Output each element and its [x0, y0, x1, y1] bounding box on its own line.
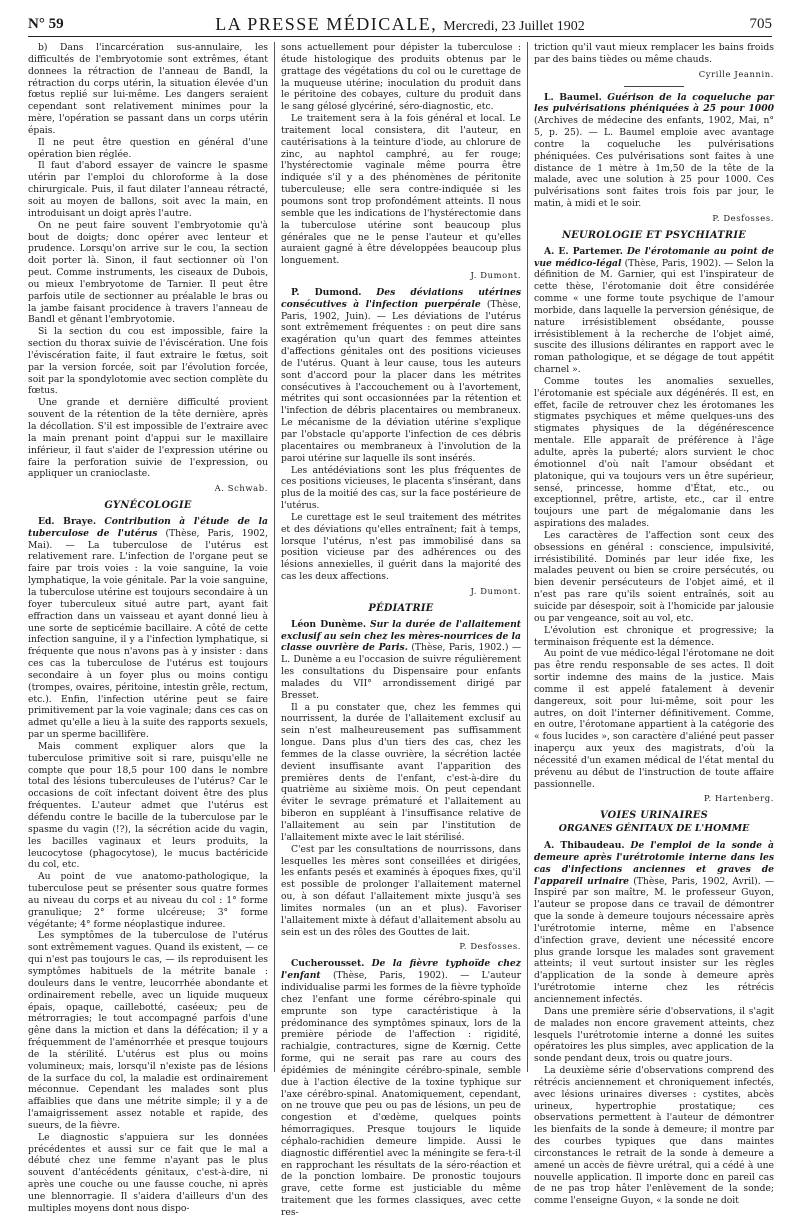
column-rule [527, 42, 528, 1072]
article-title: De l'emploi de la sonde à demeure après l'urétrotomie interne dans les cas d'infections anciennes et graves de l'appareil urinaire [534, 840, 775, 887]
article-title: Des déviations utérines consécutives à l'infection puerpérale [281, 286, 521, 310]
section-heading: PÉDIATRIE [368, 602, 434, 614]
article-text: (Archives de médecine des enfants, 1902, Mai, n° 5, p. 25). — L. Baumel emploie avec avantage contre la coqueluche les pulvérisations phéniquées. Ces pulvérisations sont faites à une distance de 1 mètre à 1m,50 de la tête de la malade, avec une solution à 25 pour 1000. Ces pulvérisations sont faites trois fois par jour, le matin, à midi et le soir. [534, 115, 774, 210]
paragraph: Le diagnostic s'appuiera sur les données précédentes et aussi sur ce fait que le mal a débuté chez une femme n'ayant pas le plus souvent d'antécédents génitaux, c'est-à-dire, ni après une couche ou une fausse couche, ni après une blennorragie. Il s'aidera d'ailleurs d'un des multiples moyens dont nous dispo- [28, 1131, 268, 1214]
column-3 [534, 42, 775, 1207]
paragraph: Il faut d'abord essayer de vaincre le spasme utérin par l'emploi du chloroforme à la dose chirurgicale. Puis, il faut dilater l'anneau rétracté, soit au moyen de ballons, soit avec la main, en introduisant un doigt après l'autre. [28, 160, 268, 219]
paragraph: Les symptômes de la tuberculose de l'utérus sont extrêmement vagues. Quand ils existent, — ce qui n'est pas toujours le cas, — ils reproduisent les symptômes habituels de la métrite banale : douleurs dans le ventre, leucorrhée abondante et ordinairement rebelle, avec un liquide muqueux épais, opaque, caillebotté, caséeux; peu de métrorragies; le tout accompagné parfois d'une gêne dans la miction et dans la défécation; il y a fréquemment de l'aménorrhée et presque toujours de la stérilité. L'utérus est plus ou moins volumineux; mais, lorsqu'il n'existe pas de lésions de la surface du col, la maladie est ordinairement méconnue. Cependant les malades sont plus affaiblies que dans une métrite simple; il y a de l'amaigrissement assez notable et rapide, des sueurs, de la fièvre. [28, 930, 268, 1131]
article-title: Sur la durée de l'allaitement exclusif au sein chez les mères-nourrices de la classe ouvrière de Paris. [281, 618, 522, 654]
signature: A. Schwab. [214, 483, 268, 494]
article-text: (Thèse, Paris, 1902, Juin). — Les déviations de l'utérus sont extrêmement fréquentes : on peut dire sans exagération qu'un quart des femmes atteintes d'affections génitales ont des positions vicieuses de l'utérus. Quant à leur cause, tous les auteurs sont d'accord pour la placer dans les métrites consécutives à l'accouchement ou à l'avortement, métrites qui sont occasionnées par la rétention et l'infection de débris placentaires ou membraneux. Le mécanisme de la déviation utérine s'explique par l'obstacle qu'apporte l'infection de ces débris placentaires ou membraneux à l'involution de la paroi utérine sur laquelle ils sont insérés. [281, 298, 521, 464]
article-author: Cucherousset. [291, 958, 365, 970]
column-2 [281, 42, 522, 1218]
journal-title [28, 14, 772, 35]
paragraph: Mais comment expliquer alors que la tuberculose primitive soit si rare, puisqu'elle ne compte que pour 18,5 pour 100 dans le nombre total des lésions tuberculeuses de l'utérus? Car le occasions de coït infectant doivent être des plus fréquentes. L'auteur admet que l'utérus est défendu contre le bacille de la tuberculose par le spasme du vagin (!?), la sécrétion acide du vagin, les bacilles vaginaux et leurs produits, la leucocytose (phagocytose), le mucus bactéricide du col, etc. [28, 740, 268, 871]
signature: Cyrille Jeannin. [698, 68, 774, 79]
article [534, 246, 774, 376]
paragraph: Si la section du cou est impossible, faire la section du thorax suivie de l'éviscération. Une fois l'éviscération faite, il faut extraire le fœtus, soit par la version forcée, soit par l'évolution forcée, soit par la spondylotomie avec section complète du fœtus. [28, 326, 268, 397]
signature: P. Desfosses. [459, 941, 521, 952]
paragraph: Le traitement sera à la fois général et local. Le traitement local consistera, dit l'auteur, en cautérisations à la teinture d'iode, au chlorure de zinc, au naphtol camphré, au fer rouge; l'hystérectomie vaginale même pourra être indiquée s'il y a des phénomènes de péritonite tuberculeuse; elle sera contre-indiquée si les poumons sont trop profondément atteints. Il nous semble que les indications de l'hystérectomie dans la tuberculose utérine sont beaucoup plus générales que ne le pense l'auteur et qu'elles auraient gagné à être développées beaucoup plus longuement. [281, 113, 521, 267]
article [534, 92, 774, 210]
page-number: 705 [749, 16, 772, 32]
paragraph: Il a pu constater que, chez les femmes qui nourrissent, la durée de l'allaitement exclusif au sein n'est malheureusement pas suffisamment longue. Dans plus d'un tiers des cas, chez les femmes de la classe ouvrière, la sécrétion lactée devient insuffisante avant l'apparition des premières dents de l'enfant, c'est-à-dire du quatrième au sixième mois. On peut cependant éviter le sevrage prématuré et l'allaitement au biberon en suppléant à l'insuffisance relative de l'allaitement au sein par l'institution de l'allaitement mixte avec le lait stérilisé. [281, 701, 521, 843]
article-author: L. Baumel. [544, 91, 602, 103]
article-title: Guérison de la coqueluche par les pulvérisations phéniquées à 25 pour 1000 [534, 91, 775, 115]
paragraph: Les antédéviations sont les plus fréquentes de ces positions vicieuses, le placenta s'insérant, dans plus de la moitié des cas, sur la face postérieure de l'utérus. [281, 464, 521, 512]
article-title: De la fièvre typhoïde chez l'enfant [281, 958, 521, 982]
article-author: A. E. Partemer. [544, 245, 623, 257]
paragraph: Il ne peut être question en général d'une opération bien réglée. [28, 136, 268, 160]
section-heading: NEUROLOGIE ET PSYCHIATRIE [561, 229, 746, 241]
paragraph: b) Dans l'incarcération sus-annulaire, les difficultés de l'embryotomie sont extrêmes, étant donnees la rétraction de l'anneau de Bandl, la rétraction du corps utérin, la situation élevée d'un fœtus replié sur lui-même. Les dangers seraient cependant sont relativement minimes pour la mère, l'opération se passant dans un corps utérin épais. [28, 42, 268, 136]
article [281, 958, 521, 1219]
paragraph: Les caractères de l'affection sont ceux des obsessions en général : conscience, impulsivité, irrésistibilité. Dominés par leur idée fixe, les malades peuvent ou bien se croire persécutés, ou bien devenir persécuteurs de l'objet aimé, et il n'est pas rare qu'ils soient entraînés, soit au suicide par désespoir, soit à l'homicide par jalousie ou par vengeance, soit au vol, etc. [534, 529, 774, 624]
column-1 [28, 42, 269, 1214]
paragraph: triction qu'il vaut mieux remplacer les bains froids par des bains tièdes ou même chauds. [534, 42, 774, 65]
article-author: Léon Dunème. [291, 618, 367, 630]
signature: J. Dumont. [470, 270, 521, 281]
section-heading: GYNÉCOLOGIE [104, 500, 192, 512]
signature: P. Hartenberg. [703, 793, 774, 804]
section-subheading: ORGANES GÉNITAUX DE L'HOMME [558, 823, 750, 835]
paragraph: L'évolution est chronique et progressive; la terminaison fréquente est la démence. [534, 624, 774, 648]
article-title: Contribution à l'étude de la tuberculose de l'utérus [28, 515, 268, 539]
journal-name: LA PRESSE MÉDICALE, [215, 14, 438, 34]
article [281, 287, 521, 465]
article-text: (Thèse, Paris, 1902). — Selon la définition de M. Garnier, qui est l'inspirateur de cette thèse, l'érotomanie doit être considérée comme « une forme toute psychique de l'amour morbide, dans laquelle la perversion génésique, de nature irrésistiblement obsédante, pousse irrésistiblement à la recherche de l'objet aimé, suscite des illusions délirantes en rapport avec le roman pathologique, et se dégage de tout appétit charnel ». [534, 257, 775, 376]
separator [624, 86, 684, 87]
paragraph: Le curettage est le seul traitement des métrites et des déviations qu'elles entraînent; fait à temps, lorsque l'utérus, n'est pas immobilisé dans sa position vicieuse par des adhérences ou des lésions annexielles, il guérit dans la majorité des cas les deux affections. [281, 511, 521, 583]
section-heading: VOIES URINAIRES [599, 810, 709, 822]
article [534, 840, 774, 1006]
article [28, 516, 268, 741]
page-header [28, 14, 772, 37]
signature: P. Desfosses. [712, 212, 774, 223]
signature: J. Dumont. [470, 585, 521, 596]
paragraph: Dans une première série d'observations, il s'agit de malades non encore gravement atteints, chez lesquels l'urétrotomie interne a donné les suites opératoires les plus simples, avec application de la sonde pendant deux, trois ou quatre jours. [534, 1005, 774, 1065]
paragraph: Au point de vue anatomo-pathologique, la tuberculose peut se présenter sous quatre formes au niveau du corps et au niveau du col : 1° forme granulique; 2° forme ulcéreuse; 3° forme végétante; 4° forme néoplastique induree. [28, 871, 268, 930]
paragraph: On ne peut faire souvent l'embryotomie qu'à bout de doigts; donc opérer avec lenteur et prudence. Lorsqu'on arrive sur le cou, la section doit porter là. Sinon, il faut sectionner où l'on peut. Comme instruments, les ciseaux de Dubois, ou mieux l'embryotome de Tarnier. Il peut être parfois utile de sectionner au préalable le bras ou la jambe faisant procidence à travers l'anneau de Bandl et gênant l'embryotomie. [28, 219, 268, 326]
paragraph: sons actuellement pour dépister la tuberculose : étude histologique des produits obtenus par le grattage des végétations du col ou le curettage de la muqueuse utérine; inoculation du produit dans le péritoine des cobayes, culture du produit dans le sang gélosé glycériné, séro-diagnostic, etc. [281, 42, 521, 113]
column-rule [274, 42, 275, 1072]
paragraph: Au point de vue médico-légal l'érotomane ne doit pas être rendu responsable de ses actes. Il doit sortir indemne des mains de la justice. Mais comme il est appelé fatalement à devenir dangereux, soit pour lui-même, soit pour les autres, on doit l'interner définitivement. Comme, en outre, l'érotomane appartient à la catégorie des « fous lucides », son caractère d'aliéné peut passer inaperçu aux yeux des magistrats, d'où la nécessité d'un examen médical de l'état mental du prévenu au début de l'instruction de toute affaire passionnelle. [534, 648, 774, 790]
article-title: De l'érotomanie au point de vue médico-légal [534, 245, 775, 269]
article-text: (Thèse, Paris, 1902). — L'auteur individualise parmi les formes de la fièvre typhoïde chez l'enfant une forme cérébro-spinale qui emprunte son type caractéristique à la prédominance des symptômes spinaux, lors de la première période de l'affection : rigidité, rachialgie, contractures, signe de Kœrnig. Cette forme, qui ne serait pas rare au cours des épidémies de méningite cérébro-spinale, semble due à l'action élective de la toxine typhique sur l'axe cérébro-spinal. Anatomiquement, cependant, on ne trouve que peu ou pas de lésions, un peu de congestion et d'œdème, quelques points hémorragiques. Presque toujours le liquide céphalo-rachidien demeure limpide. Aussi le diagnostic différentiel avec la méningite se fera-t-il en rapprochant les résultats de la séro-réaction et de la ponction lombaire. De pronostic toujours grave, cette forme est justiciable du même traitement que les formes classiques, avec cette res- [281, 970, 521, 1218]
paragraph: Une grande et dernière difficulté provient souvent de la rétention de la tête dernière, après la décollation. S'il est impossible de l'extraire avec la main prenant point d'appui sur le maxillaire inférieur, il faut s'aider de l'expression utérine ou faire la perforation suivie de l'expression, ou appliquer un cranioclaste. [28, 397, 268, 480]
paragraph: Comme toutes les anomalies sexuelles, l'érotomanie est spéciale aux dégénérés. Il est, en effet, facile de retrouver chez les érotomanes les stigmates psychiques et même quelques-uns des stigmates physiques de la dégénérescence mentale. Elle apparaît de préférence à l'âge adulte, après la puberté; alors survient le choc émotionnel d'où naît l'amour obsédant et platonique, qui va toujours vers un être supérieur, sensé, princesse, homme d'État, etc., ou exceptionnel, prêtre, artiste, etc., car il entre toujours une part de mégalomanie dans les aspirations des malades. [534, 375, 774, 530]
issue-date: Mercredi, 23 Juillet 1902 [443, 19, 585, 34]
article-author: Ed. Braye. [38, 515, 97, 527]
paragraph: La deuxième série d'observations comprend des rétrécis anciennement et chroniquement infectés, avec lésions urinaires diverses : cystites, abcès urineux, hypertrophie prostatique; ces observations permettent à l'auteur de démontrer les bienfaits de la sonde à demeure; il montre par des courbes typiques que dans maintes circonstances le retrait de la sonde à demeure a amené un accès de fièvre urétral, qui a cédé à une nouvelle application. Il importe donc en pareil cas de ne pas trop hâter l'enlèvement de la sonde; comme l'enseigne Guyon, « la sonde ne doit [534, 1065, 774, 1207]
article-author: A. Thibaudeau. [544, 840, 625, 851]
article-text: (Thèse, Paris, 1902, Avril). — Inspiré par son maître, M. le professeur Guyon, l'auteur se propose dans ce travail de démontrer que la sonde à demeure toujours nécessaire après l'urétrotomie interne, même en l'absence d'infection grave, devient une nécessité encore plus grande lorsque les malades sont gravement atteints; il veut surtout insister sur les règles d'application de la sonde à demeure après l'urétrotomie interne chez les rétrécis anciennement infectés. [534, 875, 775, 1005]
paragraph: C'est par les consultations de nourrissons, dans lesquelles les mères sont conseillées et dirigées, les enfants pesés et examinés à époques fixes, qu'il est possible de prolonger l'allaitement maternel ou, à son défaut l'allaitement mixte jusqu'à ses limites normales (un an et plus). Favoriser l'allaitement mixte à défaut d'allaitement absolu au sein est un des rôles des Gouttes de lait. [281, 843, 521, 938]
issue-number: N° 59 [28, 16, 64, 32]
article-text: (Thèse, Paris, 1902.) — L. Dunème a eu l'occasion de suivre régulièrement les consultations du Dispensaire pour enfants malades du VII° arrondissement dirigé par Bresset. [281, 642, 522, 701]
article-text: (Thèse, Paris, 1902, Mai). — La tuberculose de l'utérus est relativement rare. L'infection de l'organe peut se faire par trois voies : la voie sanguine, la voie lymphatique, la voie génitale. Par la voie sanguine, la tuberculose utérine est toujours secondaire à un foyer tuberculeux situé autre part, ayant fait effraction dans un vaisseau et ayant donné lieu à une sorte de septicémie bacillaire. A côté de cette infection sanguine, il y a l'infection lymphatique, si fréquente que nous n'avons pas à y insister : dans ces cas la tuberculose de l'utérus est toujours secondaire à un foyer plus ou moins contigu (trompes, ovaires, péritoine, intestin grêle, rectum, etc.). Enfin, l'infection utérine peut se faire primitivement par la voie vaginale; dans ces cas on admet qu'elle a lieu à la suite des rapports sexuels, par un sperme bacillifère. [28, 527, 269, 741]
article [281, 619, 521, 702]
article-author: P. Dumond. [291, 286, 362, 298]
